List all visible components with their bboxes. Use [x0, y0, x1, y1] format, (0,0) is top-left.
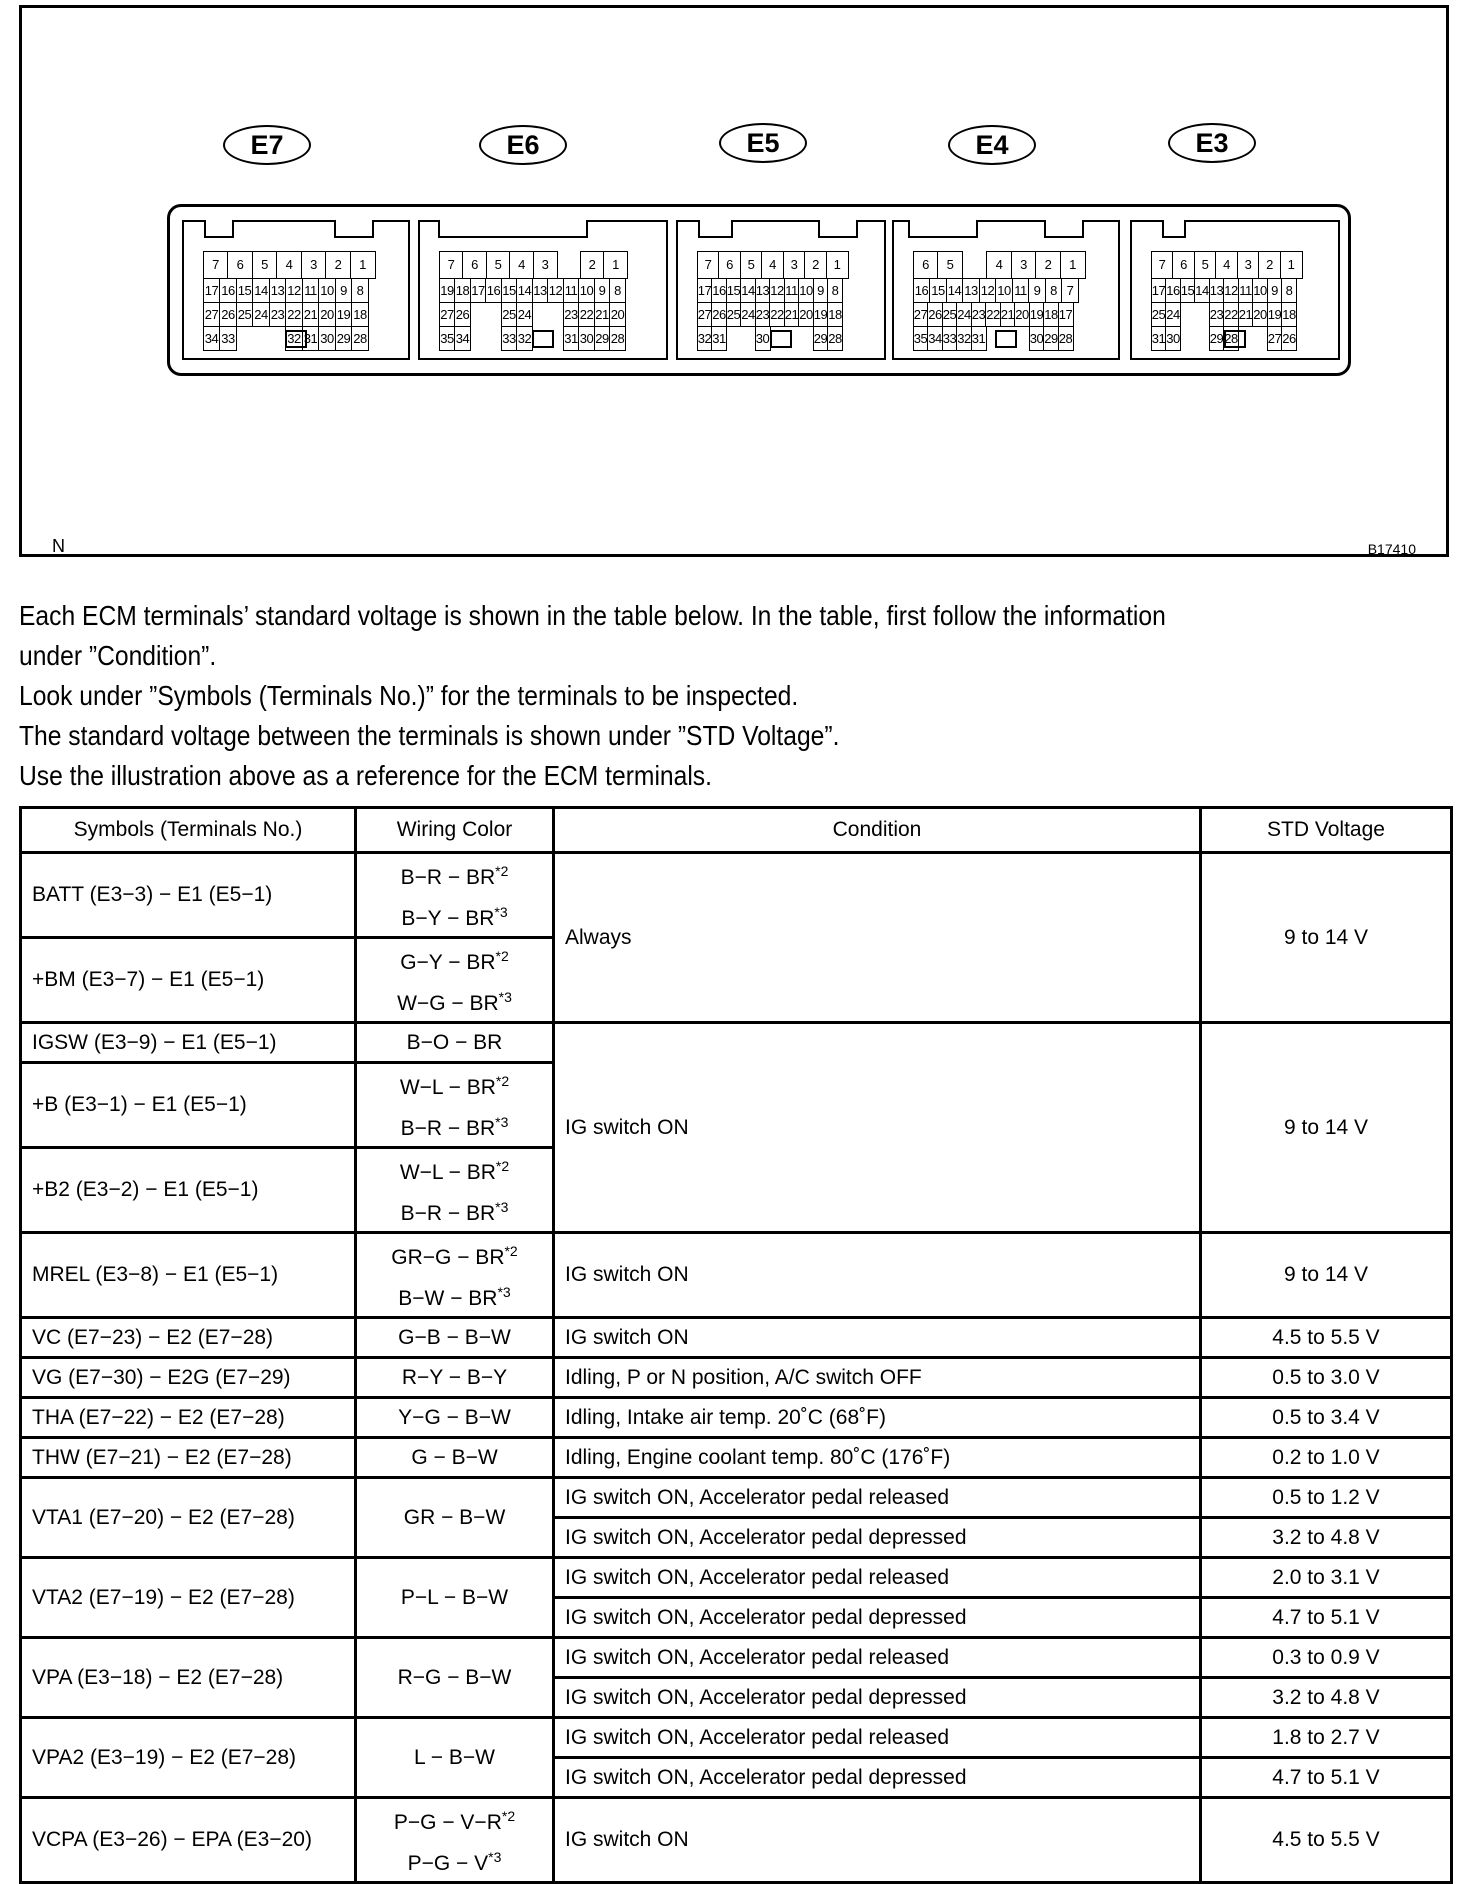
pin-terminal: 14 [252, 278, 270, 304]
pin-terminal: 4 [986, 251, 1012, 280]
pin-terminal: 22 [769, 302, 785, 328]
connector-e4 [892, 220, 1120, 360]
pin-terminal: 21 [594, 302, 611, 328]
pin-terminal: 11 [302, 278, 320, 304]
pin-terminal: 29 [335, 326, 353, 352]
header-wiring-color: Wiring Color [356, 808, 554, 853]
voltage-cell: 9 to 14 V [1201, 1233, 1452, 1318]
wiring-cell: GR − B−W [356, 1478, 554, 1558]
connector-e5 [676, 220, 886, 360]
pin-terminal: 7 [1151, 251, 1174, 280]
pin-terminal: 34 [203, 326, 221, 352]
pin-terminal: 28 [827, 326, 843, 352]
voltage-cell: 1.8 to 2.7 V [1201, 1718, 1452, 1758]
pin-terminal: 18 [1281, 302, 1297, 328]
pin-terminal: 19 [1267, 302, 1283, 328]
pin-gap [485, 326, 502, 352]
pin-terminal: 6 [462, 251, 487, 280]
pin-terminal: 22 [285, 302, 303, 328]
table-row [21, 1438, 1452, 1478]
table-row [21, 1023, 1452, 1063]
pin-terminal: 22 [578, 302, 595, 328]
pin-terminal: 19 [1029, 302, 1045, 328]
symbol-cell: +BM (E3−7) − E1 (E5−1) [21, 938, 356, 1023]
pin-terminal: 1 [350, 251, 376, 280]
condition-cell: IG switch ON [554, 1233, 1201, 1318]
pin-terminal: 23 [269, 302, 287, 328]
wiring-cell: $B-R - BR^{*2}$ $B-Y - BR^{*3}$ [356, 853, 554, 938]
pin-terminal: 21 [784, 302, 800, 328]
pin-terminal: 10 [318, 278, 336, 304]
pin-terminal: 24 [956, 302, 972, 328]
pin-terminal: 10 [578, 278, 595, 304]
pin-terminal: 1 [603, 251, 628, 280]
wiring-cell: $G-Y - BR^{*2}$ $W-G - BR^{*3}$ [356, 938, 554, 1023]
pin-terminal: 1 [1060, 251, 1086, 280]
pin-gap [532, 302, 549, 328]
pin-terminal: 24 [1165, 302, 1181, 328]
connector-label-e5: E5 [719, 123, 807, 163]
pin-terminal: 11 [1012, 278, 1030, 304]
pin-terminal: 8 [1045, 278, 1063, 304]
pin-terminal: 32 [697, 326, 713, 352]
pin-terminal: 20 [798, 302, 814, 328]
pin-terminal: 27 [203, 302, 221, 328]
pin-terminal: 8 [1281, 278, 1297, 304]
pin-terminal: 32 [285, 326, 303, 352]
pin-terminal: 21 [1000, 302, 1016, 328]
pin-terminal: 4 [1215, 251, 1238, 280]
connector-key-icon [770, 330, 792, 348]
pin-terminal: 3 [783, 251, 806, 280]
header-std-voltage: STD Voltage [1201, 808, 1452, 853]
pin-terminal: 8 [351, 278, 369, 304]
pin-terminal: 14 [946, 278, 964, 304]
symbol-cell: BATT (E3−3) − E1 (E5−1) [21, 853, 356, 938]
pin-terminal: 26 [927, 302, 943, 328]
pin-terminal: 10 [995, 278, 1013, 304]
symbol-cell: THW (E7−21) − E2 (E7−28) [21, 1438, 356, 1478]
pin-terminal: 9 [1267, 278, 1283, 304]
ecm-housing [167, 204, 1351, 376]
pin-terminal: 20 [1014, 302, 1030, 328]
pin-terminal: 11 [784, 278, 800, 304]
pin-terminal: 35 [913, 326, 929, 352]
pin-terminal: 18 [454, 278, 471, 304]
condition-cell: IG switch ON, Accelerator pedal depressed [554, 1678, 1201, 1718]
pin-terminal: 18 [827, 302, 843, 328]
pin-terminal: 17 [697, 278, 713, 304]
wiring-cell: R−Y − B−Y [356, 1358, 554, 1398]
pin-terminal: 2 [1258, 251, 1281, 280]
pin-gap [470, 302, 487, 328]
condition-cell: IG switch ON [554, 1023, 1201, 1233]
pin-terminal: 23 [755, 302, 771, 328]
pin-terminal: 24 [740, 302, 756, 328]
diagram-figure-id: B17410 [1367, 541, 1416, 557]
pin-terminal: 22 [985, 302, 1001, 328]
pin-terminal: 30 [318, 326, 336, 352]
pin-terminal: 5 [252, 251, 278, 280]
pin-terminal: 33 [501, 326, 518, 352]
pin-terminal: 26 [711, 302, 727, 328]
pin-terminal: 25 [1151, 302, 1167, 328]
intro-line: Look under ”Symbols (Terminals No.)” for the terminals to be inspected. [19, 680, 799, 711]
pin-terminal: 24 [252, 302, 270, 328]
pin-terminal: 33 [942, 326, 958, 352]
pin-terminal: 19 [335, 302, 353, 328]
pin-terminal: 10 [1252, 278, 1268, 304]
wiring-cell: B−O − BR [356, 1023, 554, 1063]
pin-terminal: 31 [1151, 326, 1167, 352]
intro-line: The standard voltage between the terminals is shown under ”STD Voltage”. [19, 720, 840, 751]
symbol-cell: VCPA (E3−26) − EPA (E3−20) [21, 1798, 356, 1883]
pin-terminal: 24 [516, 302, 533, 328]
connector-label-e6: E6 [479, 125, 567, 165]
connector-e6 [418, 220, 668, 360]
pin-terminal: 19 [813, 302, 829, 328]
wiring-cell: $W-L - BR^{*2}$ $B-R - BR^{*3}$ [356, 1148, 554, 1233]
pin-terminal: 31 [711, 326, 727, 352]
voltage-cell: 3.2 to 4.8 V [1201, 1518, 1452, 1558]
symbol-cell: VTA2 (E7−19) − E2 (E7−28) [21, 1558, 356, 1638]
pin-terminal: 5 [937, 251, 963, 280]
symbol-cell: VPA (E3−18) − E2 (E7−28) [21, 1638, 356, 1718]
table-row [21, 1558, 1452, 1598]
connector-key-icon [532, 330, 554, 348]
voltage-cell: 0.5 to 1.2 V [1201, 1478, 1452, 1518]
voltage-cell: 2.0 to 3.1 V [1201, 1558, 1452, 1598]
wiring-cell: G − B−W [356, 1438, 554, 1478]
condition-cell: IG switch ON, Accelerator pedal depressed [554, 1598, 1201, 1638]
symbol-cell: IGSW (E3−9) − E1 (E5−1) [21, 1023, 356, 1063]
voltage-cell: 0.5 to 3.0 V [1201, 1358, 1452, 1398]
pin-terminal: 8 [827, 278, 843, 304]
pin-terminal: 21 [1238, 302, 1254, 328]
pin-terminal: 25 [726, 302, 742, 328]
pin-terminal: 14 [1194, 278, 1210, 304]
pin-terminal: 17 [1058, 302, 1074, 328]
pin-terminal: 22 [1223, 302, 1239, 328]
pin-terminal: 11 [563, 278, 580, 304]
connector-label-e3: E3 [1168, 123, 1256, 163]
wiring-cell: Y−G − B−W [356, 1398, 554, 1438]
connector-e3 [1130, 220, 1340, 360]
pin-gap [269, 326, 287, 352]
wiring-cell: R−G − B−W [356, 1638, 554, 1718]
wiring-cell: P−L − B−W [356, 1558, 554, 1638]
pin-terminal: 6 [1172, 251, 1195, 280]
pin-terminal: 8 [609, 278, 626, 304]
pin-terminal: 11 [1238, 278, 1254, 304]
condition-cell: IG switch ON, Accelerator pedal released [554, 1718, 1201, 1758]
pin-terminal: 13 [269, 278, 287, 304]
header-condition: Condition [554, 808, 1201, 853]
pin-terminal: 12 [979, 278, 997, 304]
table-row [21, 1233, 1452, 1318]
pin-gap [962, 251, 988, 280]
pin-terminal: 2 [325, 251, 351, 280]
pin-gap [547, 302, 564, 328]
connector-label-e4: E4 [948, 125, 1036, 165]
pin-gap [470, 326, 487, 352]
pin-gap [485, 302, 502, 328]
condition-cell: IG switch ON, Accelerator pedal depressed [554, 1758, 1201, 1798]
symbol-cell: +B2 (E3−2) − E1 (E5−1) [21, 1148, 356, 1233]
pin-terminal: 33 [219, 326, 237, 352]
pin-terminal: 32 [516, 326, 533, 352]
pin-terminal: 31 [971, 326, 987, 352]
pin-terminal: 23 [563, 302, 580, 328]
pin-terminal: 16 [485, 278, 502, 304]
pin-terminal: 7 [1061, 278, 1079, 304]
pin-terminal: 13 [1209, 278, 1225, 304]
pin-terminal: 17 [1151, 278, 1167, 304]
wiring-cell: L − B−W [356, 1718, 554, 1798]
table-row [21, 1638, 1452, 1678]
pin-terminal: 35 [439, 326, 456, 352]
pin-terminal: 34 [454, 326, 471, 352]
pin-terminal: 3 [1237, 251, 1260, 280]
pin-terminal: 2 [804, 251, 827, 280]
pin-terminal: 13 [532, 278, 549, 304]
pin-terminal: 16 [711, 278, 727, 304]
voltage-cell: 3.2 to 4.8 V [1201, 1678, 1452, 1718]
pin-terminal: 4 [509, 251, 534, 280]
pin-terminal: 1 [1280, 251, 1303, 280]
pin-terminal: 29 [813, 326, 829, 352]
wiring-cell: $GR-G - BR^{*2}$ $B-W - BR^{*3}$ [356, 1233, 554, 1318]
pin-terminal: 29 [1043, 326, 1059, 352]
pin-terminal: 13 [755, 278, 771, 304]
condition-cell: Always [554, 853, 1201, 1023]
condition-cell: IG switch ON [554, 1318, 1201, 1358]
condition-cell: IG switch ON, Accelerator pedal depressed [554, 1518, 1201, 1558]
pin-terminal: 9 [1028, 278, 1046, 304]
pin-terminal: 25 [942, 302, 958, 328]
pin-terminal: 2 [580, 251, 605, 280]
table-header-row [21, 808, 1452, 853]
condition-cell: Idling, P or N position, A/C switch OFF [554, 1358, 1201, 1398]
pin-terminal: 18 [1043, 302, 1059, 328]
pin-terminal: 10 [798, 278, 814, 304]
pin-terminal: 3 [533, 251, 558, 280]
pin-terminal: 5 [1194, 251, 1217, 280]
condition-cell: Idling, Engine coolant temp. 80˚C (176˚F) [554, 1438, 1201, 1478]
pin-terminal: 29 [594, 326, 611, 352]
condition-cell: IG switch ON, Accelerator pedal released [554, 1638, 1201, 1678]
condition-cell: IG switch ON, Accelerator pedal released [554, 1478, 1201, 1518]
voltage-cell: 4.5 to 5.5 V [1201, 1798, 1452, 1883]
table-row [21, 1798, 1452, 1883]
pin-terminal: 15 [236, 278, 254, 304]
wiring-cell: G−B − B−W [356, 1318, 554, 1358]
pin-terminal: 6 [718, 251, 741, 280]
pin-terminal: 14 [516, 278, 533, 304]
table-row [21, 1358, 1452, 1398]
pin-terminal: 16 [913, 278, 931, 304]
pin-terminal: 4 [276, 251, 302, 280]
pin-terminal: 27 [439, 302, 456, 328]
pin-terminal: 28 [1223, 326, 1239, 352]
pin-terminal: 9 [335, 278, 353, 304]
pin-terminal: 30 [1165, 326, 1181, 352]
pin-terminal: 20 [318, 302, 336, 328]
pin-terminal: 28 [351, 326, 369, 352]
table-row [21, 1398, 1452, 1438]
pin-terminal: 32 [956, 326, 972, 352]
pin-terminal: 9 [813, 278, 829, 304]
pin-terminal: 31 [563, 326, 580, 352]
symbol-cell: VTA1 (E7−20) − E2 (E7−28) [21, 1478, 356, 1558]
intro-text [19, 596, 1459, 796]
pin-terminal: 15 [1180, 278, 1196, 304]
pin-terminal: 17 [470, 278, 487, 304]
pin-terminal: 27 [1267, 326, 1283, 352]
voltage-cell: 0.3 to 0.9 V [1201, 1638, 1452, 1678]
pin-gap [252, 326, 270, 352]
voltage-cell: 0.2 to 1.0 V [1201, 1438, 1452, 1478]
pin-terminal: 3 [301, 251, 327, 280]
voltage-cell: 0.5 to 3.4 V [1201, 1398, 1452, 1438]
pin-terminal: 15 [929, 278, 947, 304]
pin-terminal: 13 [962, 278, 980, 304]
connector-key-icon [285, 330, 307, 348]
connector-label-e7: E7 [223, 125, 311, 165]
pin-terminal: 25 [236, 302, 254, 328]
condition-cell: IG switch ON, Accelerator pedal released [554, 1558, 1201, 1598]
pin-terminal: 15 [726, 278, 742, 304]
pin-terminal: 28 [609, 326, 626, 352]
pin-terminal: 5 [740, 251, 763, 280]
wiring-cell: $P-G - V-R^{*2}$ $P-G - V^{*3}$ [356, 1798, 554, 1883]
pin-terminal: 4 [761, 251, 784, 280]
pin-terminal: 31 [302, 326, 320, 352]
pin-terminal: 15 [501, 278, 518, 304]
pin-terminal: 21 [302, 302, 320, 328]
pin-terminal: 25 [501, 302, 518, 328]
pin-terminal: 29 [1209, 326, 1225, 352]
pin-terminal: 12 [285, 278, 303, 304]
pin-terminal: 23 [971, 302, 987, 328]
pin-gap [236, 326, 254, 352]
symbol-cell: THA (E7−22) − E2 (E7−28) [21, 1398, 356, 1438]
table-row [21, 1318, 1452, 1358]
pin-terminal: 12 [1223, 278, 1239, 304]
pin-terminal: 26 [454, 302, 471, 328]
header-symbols: Symbols (Terminals No.) [21, 808, 356, 853]
pin-terminal: 7 [697, 251, 720, 280]
condition-cell: IG switch ON [554, 1798, 1201, 1883]
voltage-cell: 4.7 to 5.1 V [1201, 1598, 1452, 1638]
symbol-cell: +B (E3−1) − E1 (E5−1) [21, 1063, 356, 1148]
pin-terminal: 27 [913, 302, 929, 328]
connector-key-icon [995, 330, 1017, 348]
pin-terminal: 20 [1252, 302, 1268, 328]
pin-terminal: 28 [1058, 326, 1074, 352]
wiring-cell: $W-L - BR^{*2}$ $B-R - BR^{*3}$ [356, 1063, 554, 1148]
symbol-cell: VPA2 (E3−19) − E2 (E7−28) [21, 1718, 356, 1798]
pin-terminal: 19 [439, 278, 456, 304]
ecm-voltage-table [19, 806, 1453, 1884]
pin-terminal: 5 [486, 251, 511, 280]
ecm-connector-diagram [19, 5, 1449, 557]
pin-terminal: 16 [1165, 278, 1181, 304]
intro-line: under ”Condition”. [19, 640, 217, 671]
voltage-cell: 4.7 to 5.1 V [1201, 1758, 1452, 1798]
connector-key-icon [1224, 330, 1246, 348]
intro-line: Each ECM terminals’ standard voltage is shown in the table below. In the table, first follow the information [19, 600, 1166, 631]
pin-gap [556, 251, 581, 280]
pin-terminal: 7 [203, 251, 229, 280]
table-row [21, 1718, 1452, 1758]
voltage-cell: 4.5 to 5.5 V [1201, 1318, 1452, 1358]
connector-e7 [182, 220, 410, 360]
intro-line: Use the illustration above as a reference for the ECM terminals. [19, 760, 712, 791]
pin-terminal: 6 [913, 251, 939, 280]
pin-terminal: 9 [594, 278, 611, 304]
voltage-cell: 9 to 14 V [1201, 853, 1452, 1023]
pin-terminal: 27 [697, 302, 713, 328]
pin-terminal: 6 [227, 251, 253, 280]
pin-terminal: 26 [219, 302, 237, 328]
pin-terminal: 23 [1209, 302, 1225, 328]
pin-terminal: 14 [740, 278, 756, 304]
symbol-cell: VC (E7−23) − E2 (E7−28) [21, 1318, 356, 1358]
pin-terminal: 7 [439, 251, 464, 280]
pin-terminal: 17 [203, 278, 221, 304]
pin-terminal: 20 [609, 302, 626, 328]
diagram-note-n: N [52, 536, 65, 556]
pin-terminal: 26 [1281, 326, 1297, 352]
table-row [21, 1478, 1452, 1518]
pin-terminal: 16 [219, 278, 237, 304]
table-row [21, 853, 1452, 938]
pin-terminal: 30 [578, 326, 595, 352]
pin-terminal: 30 [1029, 326, 1045, 352]
pin-terminal: 2 [1035, 251, 1061, 280]
pin-terminal: 1 [826, 251, 849, 280]
voltage-cell: 9 to 14 V [1201, 1023, 1452, 1233]
pin-terminal: 12 [769, 278, 785, 304]
condition-cell: Idling, Intake air temp. 20˚C (68˚F) [554, 1398, 1201, 1438]
pin-terminal: 18 [351, 302, 369, 328]
pin-terminal: 30 [755, 326, 771, 352]
pin-terminal: 12 [547, 278, 564, 304]
symbol-cell: MREL (E3−8) − E1 (E5−1) [21, 1233, 356, 1318]
symbol-cell: VG (E7−30) − E2G (E7−29) [21, 1358, 356, 1398]
pin-terminal: 34 [927, 326, 943, 352]
pin-terminal: 3 [1011, 251, 1037, 280]
